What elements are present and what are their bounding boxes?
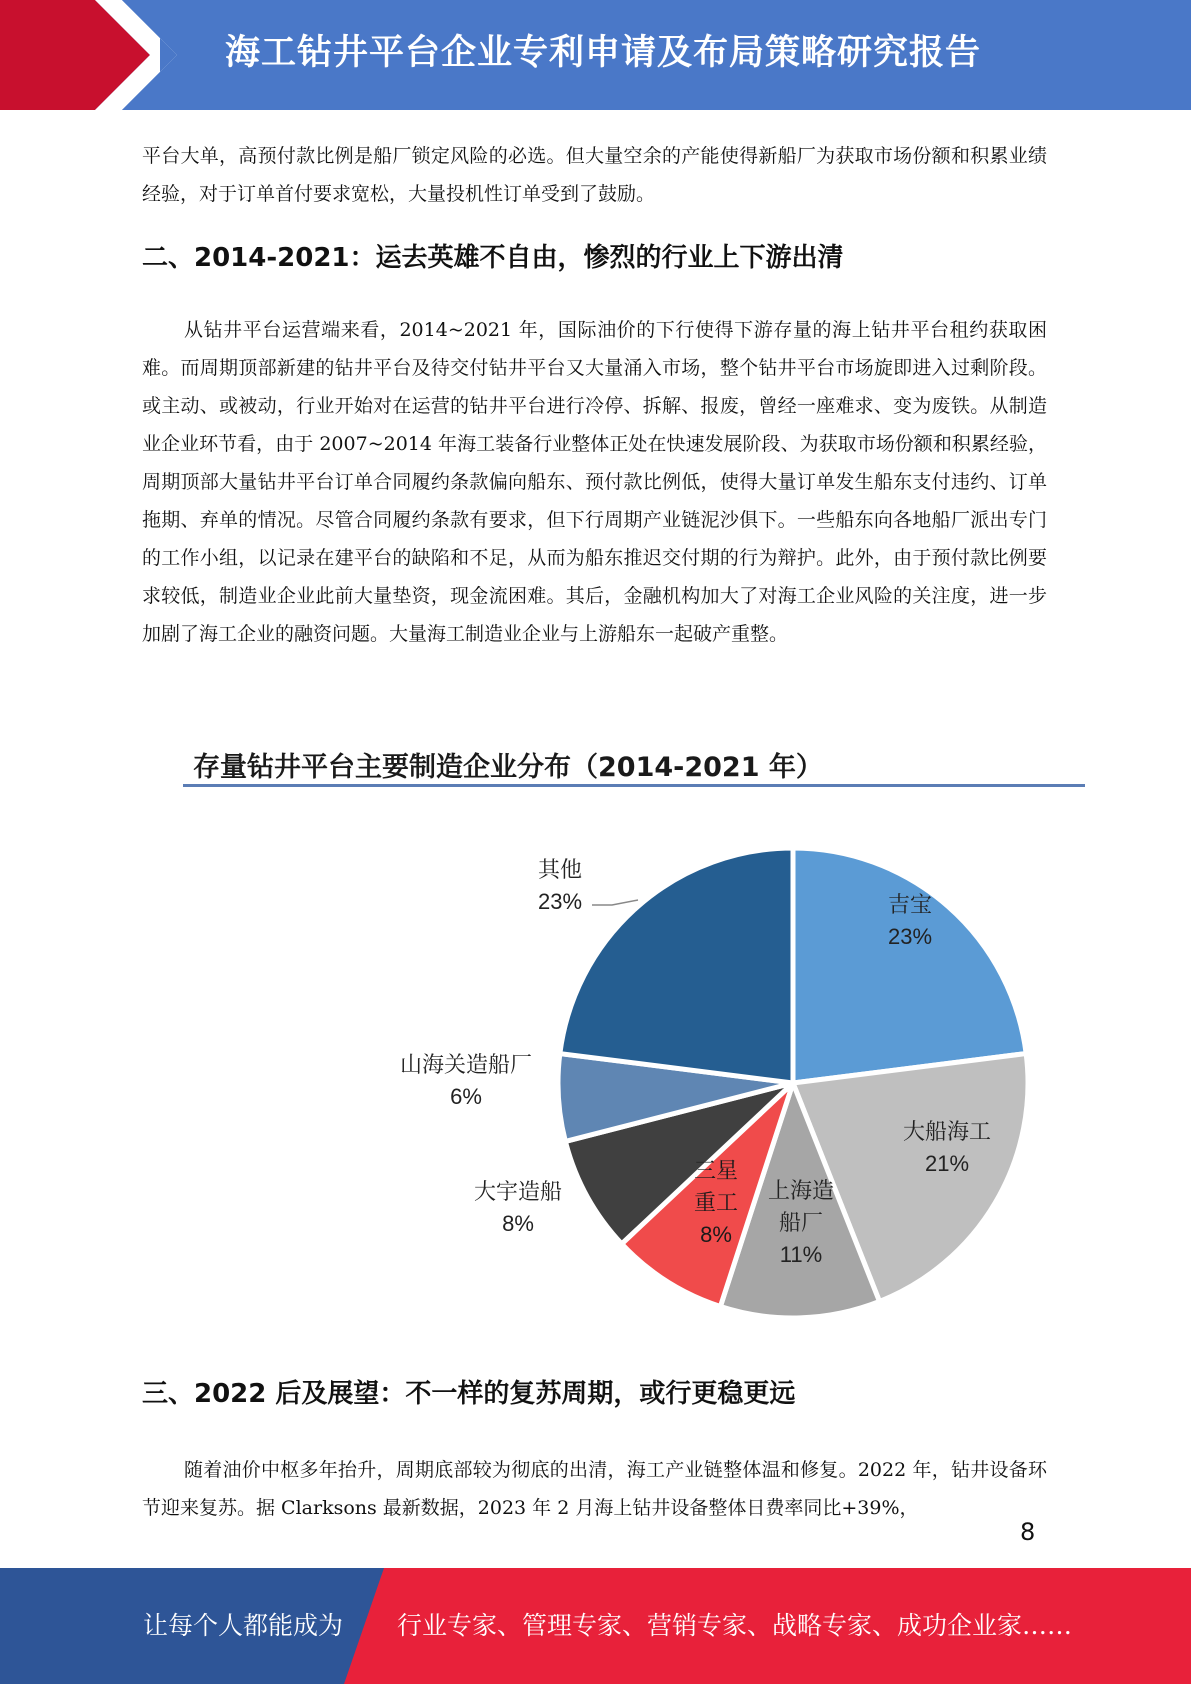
slice-name-label: 吉宝 (887, 893, 933, 918)
section-3-heading-block (142, 1374, 1047, 1414)
intro-paragraph: 平台大单，高预付款比例是船厂锁定风险的必选。但大量空余的产能使得新船厂为获取市场份额和积累业绩经验，对于订单首付要求宽松，大量投机性订单受到了鼓励。 (142, 145, 1047, 205)
slice-name-label: 重工 (693, 1191, 739, 1216)
section-2-paragraph: 从钻井平台运营端来看，2014~2021 年，国际油价的下行使得下游存量的海上钻井平台租约获取困难。而周期顶部新建的钻井平台及待交付钻井平台又大量涌入市场，整个钻井平台市场旋即进入过剩阶段。或主动、或被动，行业开始对在运营的钻井平台进行冷停、拆解、报废，曾经一座难求、变为废铁。从制造业企业环节看，由于 2007~2014 年海工装备行业整体正处在快速发展阶段、为获取市场份额和积累经验，周期顶部大量钻井平台订单合同履约条款偏向船东、预付款比例低，使得大量订单发生船东支付违约、订单拖期、弃单的情况。尽管合同履约条款有要求，但下行周期产业链泥沙俱下。一些船东向各地船厂派出专门的工作小组，以记录在建平台的缺陷和不足，从而为船东推迟交付期的行为辩护。此外，由于预付款比例要求较低，制造业企业此前大量垫资，现金流困难。其后，金融机构加大了对海工企业风险的关注度，进一步加剧了海工企业的融资问题。大量海工制造业企业与上游船东一起破产重整。 (142, 319, 1047, 645)
slice-name-label: 大宇造船 (473, 1180, 563, 1205)
slice-percent-label: 8% (502, 1211, 534, 1236)
footer-slogan-left: 让每个人都能成为 (143, 1611, 344, 1640)
slice-name-label: 大船海工 (902, 1120, 992, 1145)
slice-percent-label: 23% (537, 889, 583, 914)
pie-slice (793, 848, 1026, 1083)
section-2-heading: 二、2014-2021：运去英雄不自由，惨烈的行业上下游出清 (142, 243, 844, 273)
slice-percent-label: 11% (779, 1242, 823, 1267)
section-3-heading: 三、2022 后及展望：不一样的复苏周期，或行更稳更远 (142, 1379, 796, 1409)
slice-name-label: 其他 (537, 858, 583, 883)
chart-title: 存量钻井平台主要制造企业分布（2014-2021 年） (193, 752, 823, 783)
slice-name-label: 山海关造船厂 (399, 1053, 533, 1078)
section-3-body-block (142, 1451, 1047, 1527)
footer-slogan-right: 行业专家、管理专家、营销专家、战略专家、成功企业家…… (397, 1611, 1073, 1640)
slice-name-label: 船厂 (778, 1211, 824, 1236)
slice-name-label: 上海造 (767, 1179, 835, 1204)
pie-slice (560, 848, 793, 1083)
report-title: 海工钻井平台企业专利申请及布局策略研究报告 (225, 33, 982, 73)
section-3-paragraph: 随着油价中枢多年抬升，周期底部较为彻底的出清，海工产业链整体温和修复。2022 年，钻井设备环节迎来复苏。据 Clarksons 最新数据，2023 年 2 月海上钻井设备整体日费率同比+39%， (142, 1459, 1047, 1519)
page-number: 8 (1020, 1518, 1036, 1546)
page-footer (0, 1568, 1191, 1684)
slice-percent-label: 8% (700, 1222, 732, 1247)
label-leader-line (592, 900, 638, 905)
slice-percent-label: 21% (924, 1151, 970, 1176)
slice-percent-label: 6% (450, 1084, 482, 1109)
slice-name-label: 三星 (693, 1159, 739, 1184)
slice-percent-label: 23% (887, 924, 933, 949)
